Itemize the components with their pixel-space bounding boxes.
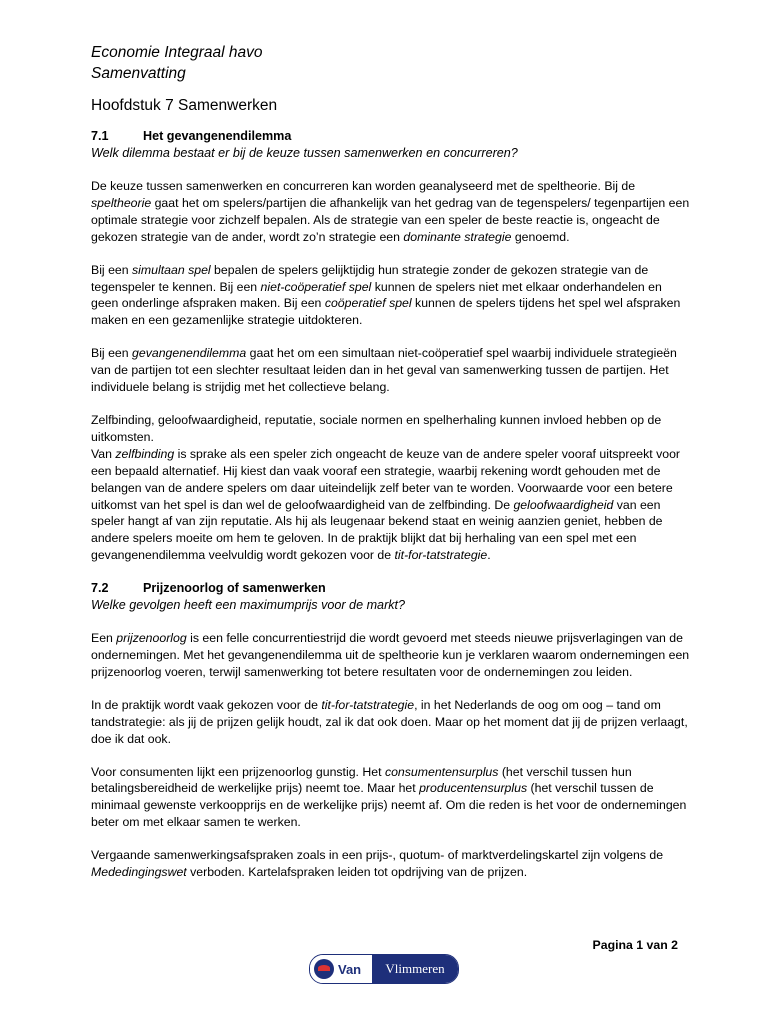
paragraph-speltypes: Bij een simultaan spel bepalen de spelers gelijktijdig hun strategie zonder de gekozen strategie van de tegenspeler te kennen. Bij een niet-coöperatief spel kunnen de spelers niet met elkaar onderhandelen en geen onderlinge afspraken maken. Bij een coöperatief spel kunnen de spelers tijdens het spel wel afspraken maken en een gezamenlijke strategie uitdokteren. bbox=[91, 262, 681, 328]
section-title: Prijzenoorlog of samenwerken bbox=[143, 581, 326, 596]
header-course: Economie Integraal havo bbox=[91, 44, 263, 61]
paragraph-gevangenendilemma: Bij een gevangenendilemma gaat het om een simultaan niet-coöperatief spel waarbij individuele strategieën van de partijen tot een slechter resultaat leiden dan in het geval van samenwerking tussen de partijen. Het individuele belang is strijdig met het collectieve belang. bbox=[91, 346, 677, 395]
paragraph-zelfbinding: Van zelfbinding is sprake als een speler zich ongeacht de keuze van de andere speler vooraf uitspreekt voor een bepaald alternatief. Hij kiest dan vaak vooraf een strategie, waarbij rekening wordt gehouden met de belangen van de andere spelers om daar uiteindelijk zelf beter van te worden. Voorwaarde voor een betere uitkomst van het spel is dan wel de geloofwaardigheid van de zelfbinding. De geloofwaardigheid van een speler hangt af van zijn reputatie. Als hij als leugenaar bekend staat en weinig aanzien geniet, hebben de andere spelers moeite om hem te geloven. In de praktijk blijkt dat bij herhaling van een spel met een gevangenendilemma veelvuldig wordt gekozen voor de tit-for-tatstrategie. bbox=[91, 446, 681, 563]
section-number: 7.2 bbox=[91, 581, 109, 596]
paragraph-speltheorie: De keuze tussen samenwerken en concurreren kan worden geanalyseerd met de speltheorie. Bij de speltheorie gaat het om spelers/partijen die afhankelijk van het gedrag van de tegenspelers/ tegenpartijen een optimale strategie voor zichzelf bepalen. Als de strategie van een speler de beste reactie is, ongeacht de gekozen strategie van de ander, wordt zo’n strategie een dominante strategie genoemd. bbox=[91, 179, 690, 244]
paragraph-tit-for-tat: In de praktijk wordt vaak gekozen voor de tit-for-tatstrategie, in het Nederlands de oog om oog – tand om tandstrategie: als jij de prijzen gelijk houdt, zal ik dat ook doen. Maar op het moment dat jij de prijzen verlaagt, doe ik dat ook. bbox=[91, 697, 688, 746]
document-page bbox=[91, 42, 691, 881]
section-7-1-heading bbox=[91, 128, 691, 162]
logo-text-vlimmeren: Vlimmeren bbox=[372, 955, 458, 983]
page-number: Pagina 1 van 2 bbox=[592, 938, 678, 952]
logo-text-van: Van bbox=[338, 961, 362, 977]
section-7-2-heading bbox=[91, 580, 691, 614]
paragraph-prijzenoorlog: Een prijzenoorlog is een felle concurrentiestrijd die wordt gevoerd met steeds nieuwe prijsverlagingen van de ondernemingen. Met het gevangenendilemma uit de speltheorie kun je verklaren waarom ondernemingen een prijzenoorlog voeren, terwijl samenwerking tot betere resultaten voor de ondernemingen zou leiden. bbox=[91, 631, 690, 679]
section-title: Het gevangenendilemma bbox=[143, 129, 292, 143]
chapter-title: Hoofdstuk 7 Samenwerken bbox=[91, 97, 278, 114]
paragraph-invloeden: Zelfbinding, geloofwaardigheid, reputatie, sociale normen en spelherhaling kunnen invloed hebben op de uitkomsten. bbox=[91, 412, 662, 444]
section-number: 7.1 bbox=[91, 129, 109, 143]
logo-emblem-icon bbox=[314, 959, 334, 979]
paragraph-kartel: Vergaande samenwerkingsafspraken zoals in een prijs-, quotum- of marktverdelingskartel zijn volgens de Mededingingswet verboden. Kartelafspraken leiden tot opdrijving van de prijzen. bbox=[91, 848, 664, 880]
section-question: Welke gevolgen heeft een maximumprijs voor de markt? bbox=[91, 598, 406, 613]
paragraph-surplus: Voor consumenten lijkt een prijzenoorlog gunstig. Het consumentensurplus (het verschil tussen hun betalingsbereidheid de werkelijke prijs) neemt toe. Maar het producentensurplus (het verschil tussen de minimaal gewenste verkoopprijs en de werkelijke prijs) neemt af. Om die reden is het voor de ondernemingen beter om met elkaar samen te werken. bbox=[91, 764, 687, 830]
header-subtitle: Samenvatting bbox=[91, 65, 186, 82]
document-header bbox=[91, 42, 691, 84]
section-question: Welk dilemma bestaat er bij de keuze tussen samenwerken en concurreren? bbox=[91, 146, 518, 160]
publisher-logo bbox=[309, 954, 459, 984]
